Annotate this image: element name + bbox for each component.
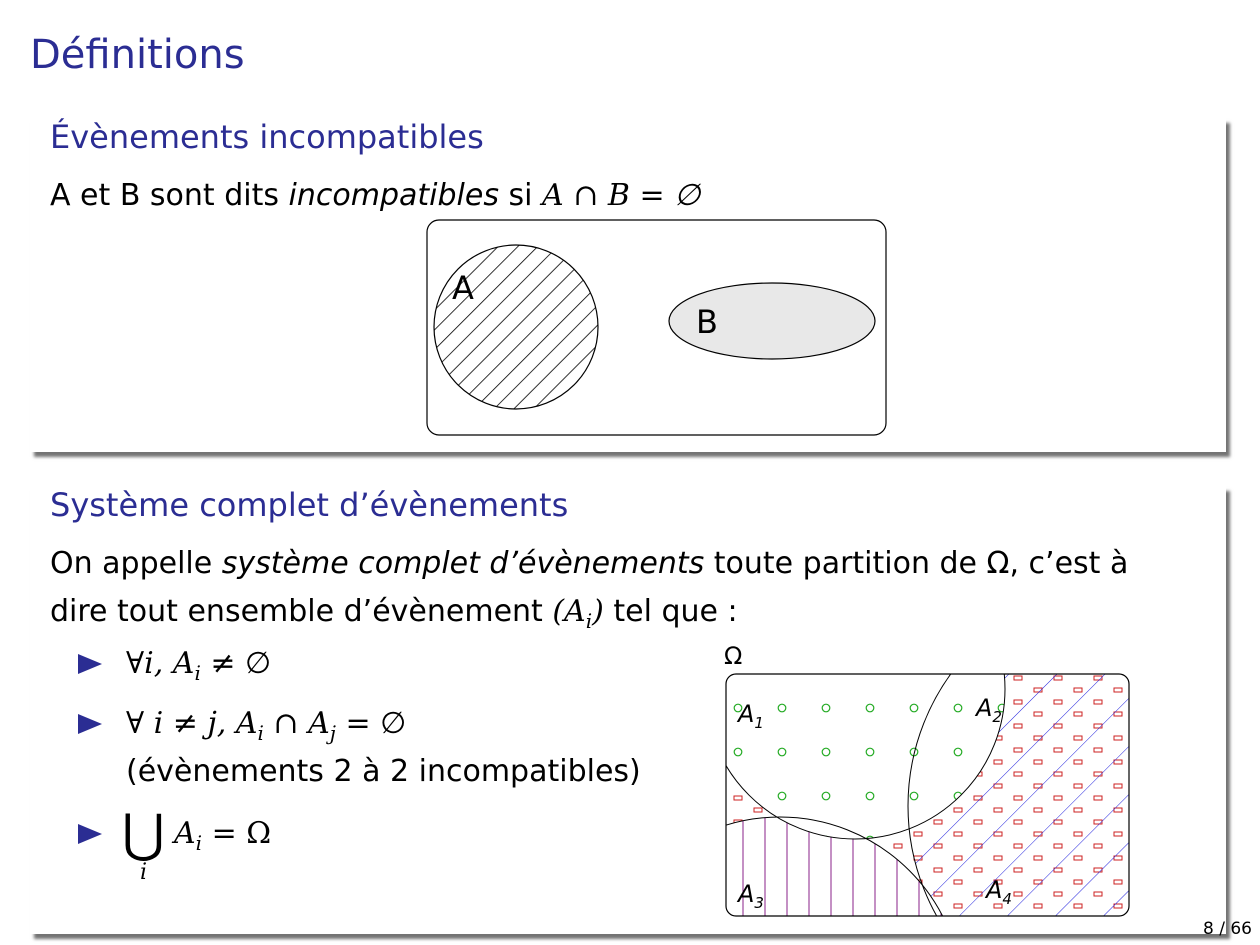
item-formula-main: ∀ i ≠ j, A — [126, 706, 258, 741]
definition-text: A et B sont dits — [50, 178, 289, 213]
page-number: 8 / 66 — [1203, 919, 1252, 939]
item-formula — [126, 706, 406, 745]
item-formula-mid: ∩ A — [263, 706, 330, 741]
item-formula-main: A — [174, 816, 196, 851]
a2-label: $A_2$ — [976, 694, 1002, 726]
item-formula — [174, 816, 271, 855]
block-incompatible-events — [30, 118, 1226, 452]
definition-text: On appelle — [50, 546, 222, 581]
partition-diagram — [710, 636, 1150, 926]
item-formula-sub: i — [257, 721, 264, 745]
a1-label: $A_1$ — [738, 700, 764, 732]
family-index: i — [585, 609, 593, 633]
definition-text-end: tel que : — [603, 594, 738, 629]
item-formula-rest: ≠ ∅ — [200, 646, 272, 681]
definition-term: incompatibles — [288, 178, 499, 213]
item-formula-sub2: j — [329, 721, 336, 745]
definition-term: système complet d’évènements — [221, 546, 705, 581]
item-formula-sub: i — [195, 831, 203, 855]
block-title-complete-system: Système complet d’évènements — [50, 486, 569, 524]
definition-text-mid: si — [498, 178, 543, 213]
set-a-label: A — [452, 269, 474, 307]
definition-line-1 — [50, 546, 1128, 581]
item-formula-sub: i — [194, 661, 201, 685]
item-formula-rest: = ∅ — [335, 706, 407, 741]
big-union-index: i — [140, 860, 148, 885]
definition-text: dire tout ensemble d’évènement — [50, 594, 553, 629]
item-formula-main: ∀i, A — [126, 646, 195, 681]
item-formula-rest: = Ω — [202, 816, 272, 851]
definition-formula: A ∩ B = ∅ — [542, 178, 701, 213]
definition-incompatible — [50, 178, 700, 213]
item-note: (évènements 2 à 2 incompatibles) — [126, 754, 641, 789]
bullet-triangle-icon — [78, 654, 102, 674]
bullet-triangle-icon — [78, 714, 102, 734]
set-b-label: B — [696, 303, 718, 341]
a4-label: $A_4$ — [986, 876, 1012, 908]
omega-label: Ω — [724, 642, 743, 670]
definition-text-suffix: toute partition de Ω, c’est à — [704, 546, 1129, 581]
big-union-symbol: ⋃ — [122, 804, 165, 864]
block-complete-system — [30, 486, 1226, 934]
a3-label: $A_3$ — [738, 880, 764, 912]
definition-line-2 — [50, 594, 738, 633]
family-notation — [552, 594, 604, 633]
bullet-triangle-icon — [78, 824, 102, 844]
block-title-incompatible: Évènements incompatibles — [50, 118, 484, 156]
item-formula — [126, 646, 271, 685]
venn-incompatible-diagram — [426, 219, 888, 437]
frame-title: Définitions — [30, 32, 245, 78]
family-close: ) — [592, 594, 604, 629]
family-open: (A — [552, 594, 586, 629]
